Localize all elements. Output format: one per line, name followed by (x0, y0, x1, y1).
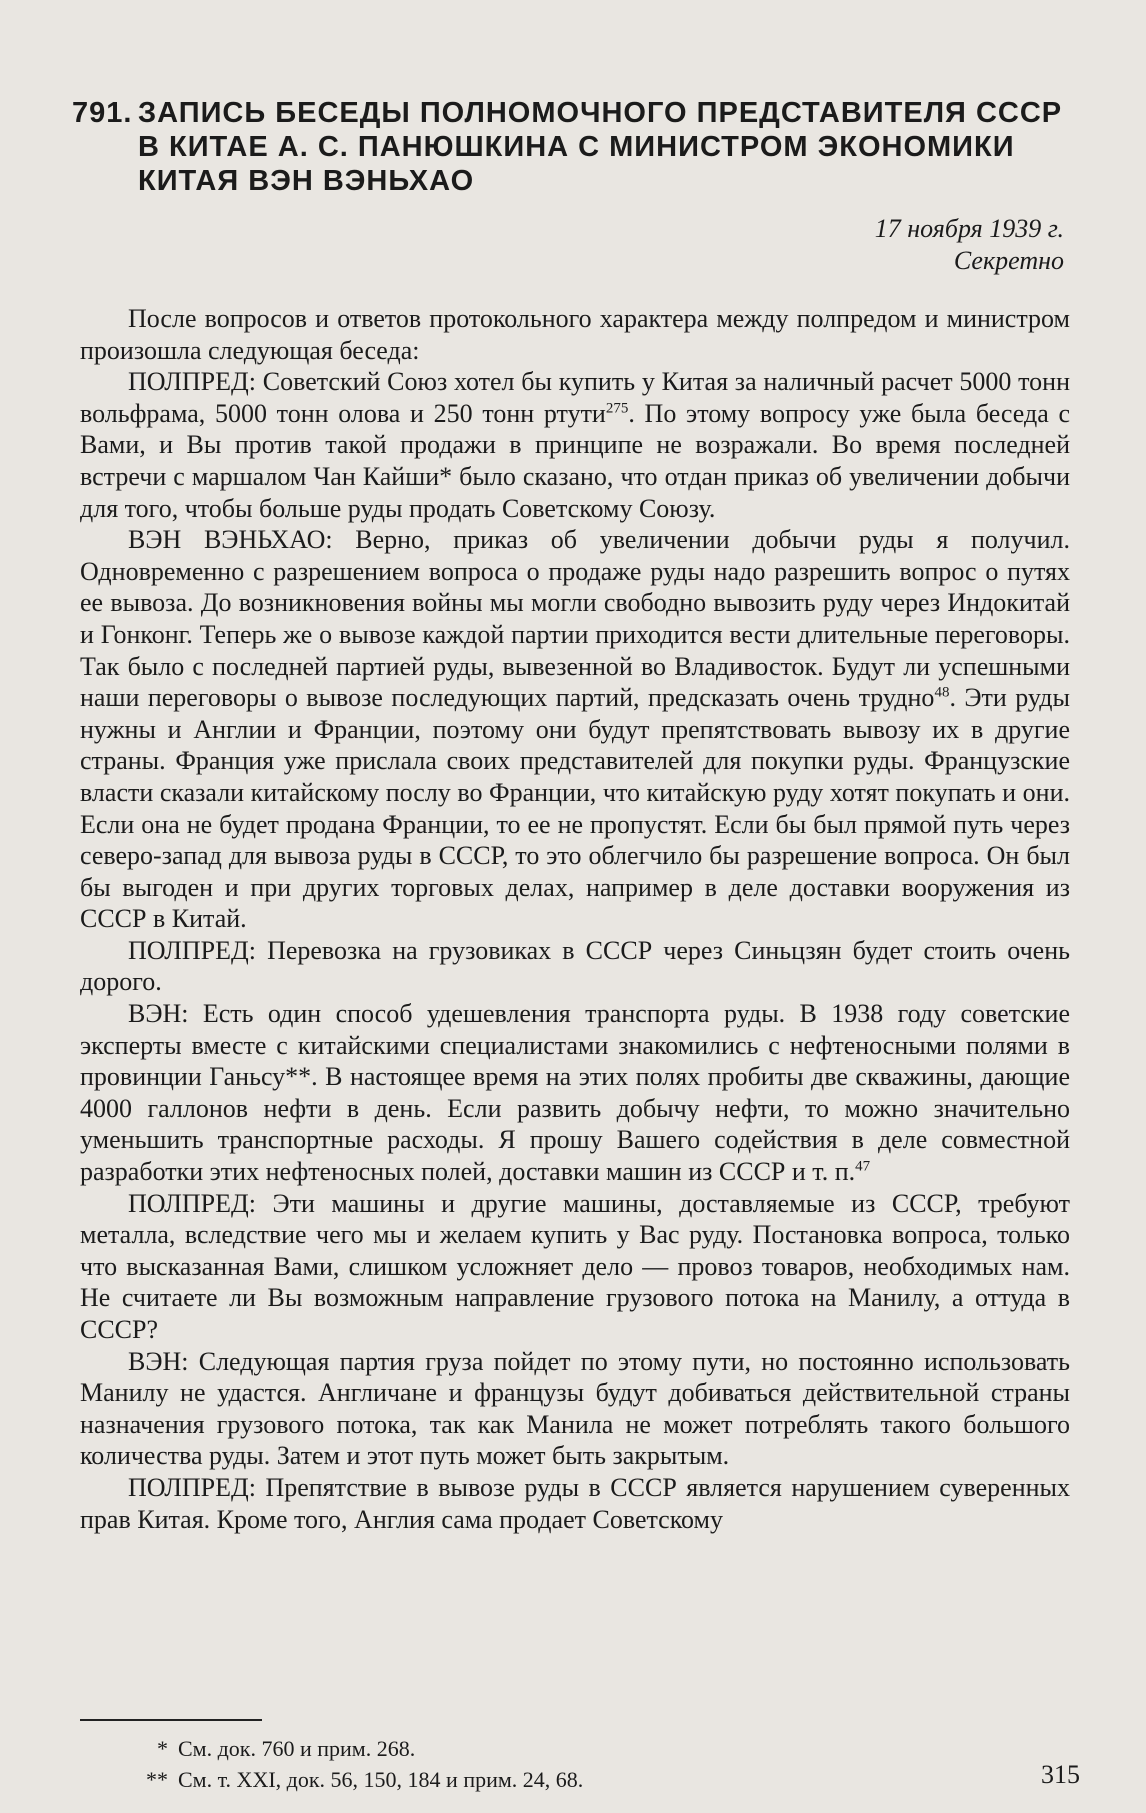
heading-line-1: 791. ЗАПИСЬ БЕСЕДЫ ПОЛНОМОЧНОГО ПРЕДСТАВИТЕЛЯ СССР (72, 97, 1063, 129)
paragraph: ПОЛПРЕД: Перевозка на грузовиках в СССР через Синьцзян будет стоить очень дорого. (80, 935, 1070, 997)
footnote-mark: ** (146, 1767, 168, 1792)
document-heading (72, 96, 1072, 198)
document-body (80, 303, 1070, 1535)
note-reference: 48 (934, 684, 950, 701)
footnote: * См. док. 760 и прим. 268. (80, 1735, 415, 1763)
document-date: 17 ноября 1939 г. (874, 214, 1064, 243)
paragraph: ВЭН: Следующая партия груза пойдет по этому пути, но постоянно использовать Манилу не удастся. Англичане и французы будут добиваться действительной страны назначения грузового потока, так как Манила не может потреблять такого большого количества руды. Затем и этот путь может быть закрытым. (80, 1346, 1070, 1471)
paragraph: ПОЛПРЕД: Советский Союз хотел бы купить у Китая за наличный расчет 5000 тонн вольфрама, 5000 тонн олова и 250 тонн ртути$^{275}$. По этому вопросу уже была беседа с Вами, и Вы против такой продажи в принципе не возражали. Во время последней встречи с маршалом Чан Кайши* было сказано, что отдан приказ об увеличении добычи для того, чтобы больше руды продать Советскому Союзу. (80, 367, 1070, 523)
paragraph: После вопросов и ответов протокольного характера между полпредом и министром произошла следующая беседа: (80, 304, 1070, 365)
document-number: 791. (72, 97, 133, 129)
paragraph: ВЭН ВЭНЬХАО: Верно, приказ об увеличении добычи руды я получил. Одновременно с разрешением вопроса о продаже руды надо разрешить вопрос о путях ее вывоза. До возникновения войны мы могли свободно вывозить руду через Индокитай и Гонконг. Теперь же о вывозе каждой партии приходится вести длительные переговоры. Так было с последней партией руды, вывезенной во Владивосток. Будут ли успешными наши переговоры о вывозе последующих партий, предсказать очень трудно$^{48}$. Эти руды нужны и Англии и Франции, поэтому они будут препятствовать вывозу их в другие страны. Франция уже прислала своих представителей для покупки руды. Французские власти сказали китайскому послу во Франции, что китайскую руду хотят покупать и они. Если она не будет продана Франции, то ее не пропустят. Если бы был прямой путь через северо-запад для вывоза руды в СССР, то это облегчило бы разрешение вопроса. Он был бы выгоден и при других торговых делах, например в деле доставки вооружения из СССР в Китай. (80, 525, 1070, 934)
footnote: ** См. т. XXI, док. 56, 150, 184 и прим. 24, 68. (80, 1766, 583, 1794)
note-reference: 47 (855, 1158, 871, 1175)
footnote-mark: * (157, 1736, 168, 1761)
paragraph: ПОЛПРЕД: Эти машины и другие машины, доставляемые из СССР, требуют металла, вследствие чего мы и желаем купить у Вас руду. Постановка вопроса, только что высказанная Вами, слишком усложняет дело — провоз товаров, необходимых нам. Не считаете ли Вы возможным направление грузового потока на Манилу, а оттуда в СССР? (80, 1188, 1070, 1344)
heading-line-3: КИТАЯ ВЭН ВЭНЬХАО (138, 165, 475, 197)
paragraph: ВЭН: Есть один способ удешевления транспорта руды. В 1938 году советские эксперты вместе с китайскими специалистами знакомились с нефтеносными полями в провинции Ганьсу**. В настоящее время на этих полях пробиты две скважины, дающие 4000 галлонов нефти в день. Если развить добычу нефти, то можно значительно уменьшить транспортные расходы. Я прошу Вашего содействия в деле совместной разработки этих нефтеносных полей, доставки машин из СССР и т. п.$^{47}$ (80, 999, 1070, 1187)
heading-line-2: В КИТАЕ А. С. ПАНЮШКИНА С МИНИСТРОМ ЭКОНОМИКИ (138, 131, 1015, 163)
note-reference: 275 (605, 400, 629, 417)
footnote-divider (80, 1719, 262, 1721)
paragraph: ПОЛПРЕД: Препятствие в вывозе руды в СССР является нарушением суверенных прав Китая. Кроме того, Англия сама продает Советскому (80, 1472, 1070, 1534)
page-number: 315 (1041, 1760, 1080, 1789)
classification-label: Секретно (953, 246, 1064, 275)
